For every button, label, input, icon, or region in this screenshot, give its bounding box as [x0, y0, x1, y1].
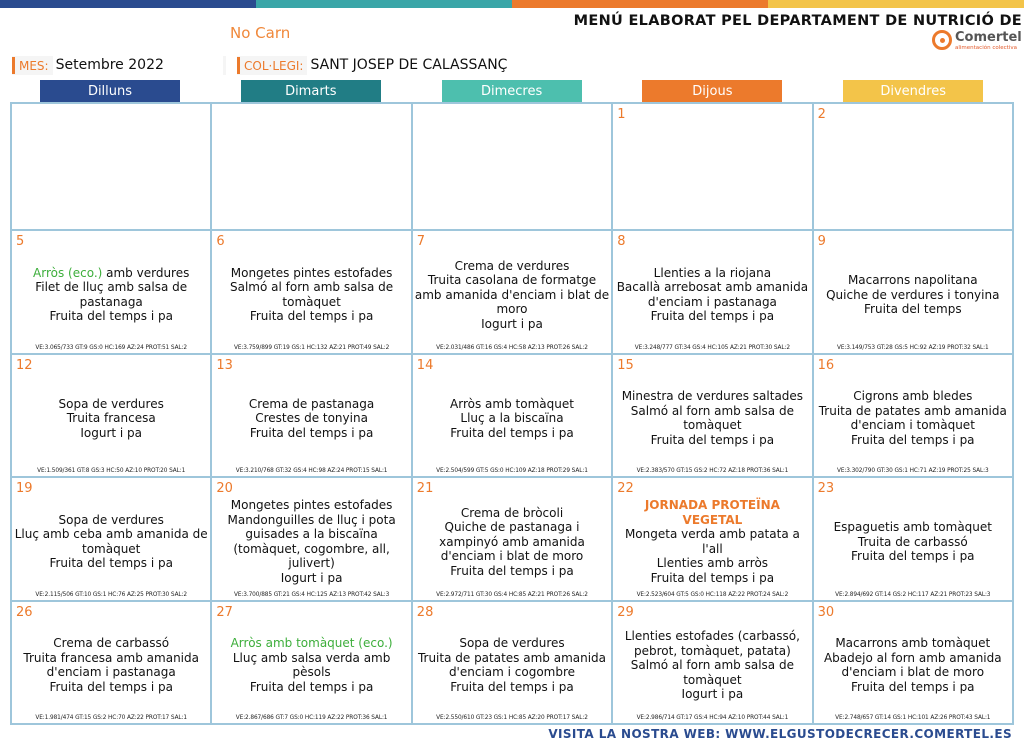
menu-dish: Crestes de tonyina — [255, 411, 368, 425]
menu-items — [615, 375, 809, 463]
menu-dish: Lluç amb ceba amb amanida de tomàquet — [14, 527, 208, 556]
menu-dish: Salmó al forn amb salsa de tomàquet — [630, 403, 794, 433]
color-strip-blue — [0, 0, 256, 8]
menu-dish: Fruita del temps i pa — [49, 556, 173, 571]
menu-type-label: No Carn — [230, 24, 291, 42]
menu-dish: Fruita del temps i pa — [450, 563, 574, 578]
day-number: 29 — [617, 604, 634, 620]
weekday-header-dimecres: Dimecres — [442, 80, 582, 103]
menu-dish: Llenties estofades (carbassó, pebrot, tomàquet, patata) — [624, 629, 800, 658]
menu-dish: Fruita del temps — [864, 302, 962, 316]
menu-dish: Truita de patates amb amanida d'enciam i cogombre — [417, 650, 607, 680]
day-number: 27 — [216, 604, 233, 620]
day-cell — [613, 355, 811, 477]
school-value: SANT JOSEP DE CALASSANÇ — [307, 56, 1013, 75]
day-number: 15 — [617, 357, 634, 373]
menu-dish: Salmó al forn amb salsa de tomàquet — [229, 280, 394, 309]
website-footer[interactable]: VISITA LA NOSTRA WEB: WWW.ELGUSTODECRECER.COMERTEL.ES — [548, 727, 1012, 741]
menu-dish: Crema de pastanaga — [248, 396, 375, 411]
day-cell — [814, 355, 1012, 477]
menu-dish: Lluç a la biscaïna — [460, 411, 564, 425]
comertel-logo — [932, 30, 1024, 52]
day-cell — [613, 104, 811, 229]
menu-items — [214, 498, 408, 586]
day-number: 28 — [416, 604, 434, 620]
day-number: 12 — [16, 357, 33, 373]
menu-items — [14, 498, 208, 586]
menu-dish: Filet de lluç amb salsa de pastanaga — [35, 280, 188, 309]
day-number: 30 — [817, 604, 835, 620]
menu-dish: Quiche de pastanaga i xampinyó amb amanida d'enciam i blat de moro — [439, 520, 585, 563]
menu-dish: Cigrons amb bledes — [853, 389, 973, 404]
nutrition-info: VE:3.302/790 GT:30 GS:1 HC:71 AZ:19 PROT:25 SAL:3 — [836, 468, 989, 474]
nutrition-info: VE:1.981/474 GT:15 GS:2 HC:70 AZ:22 PROT:17 SAL:1 — [35, 715, 188, 721]
day-cell — [12, 478, 210, 600]
day-cell — [814, 104, 1012, 229]
menu-dish: Crema de verdures — [454, 258, 570, 273]
logo-tagline: alimentación colectiva — [955, 45, 1017, 51]
nutrition-info: VE:2.115/506 GT:10 GS:1 HC:76 AZ:25 PROT:30 SAL:2 — [35, 591, 188, 598]
menu-dish: Espaguetis amb tomàquet — [833, 520, 992, 534]
menu-dish: Llenties amb arròs — [656, 556, 769, 571]
day-number: 19 — [16, 481, 33, 496]
color-strip-yellow — [768, 0, 1024, 8]
menu-dish: Fruita del temps i pa — [450, 425, 574, 440]
menu-dish: Crema de bròcoli — [460, 505, 564, 520]
menu-dish: Fruita del temps i pa — [851, 679, 975, 694]
menu-dish: Fruita del temps i pa — [249, 679, 374, 694]
day-cell — [413, 478, 611, 600]
day-cell — [413, 231, 611, 353]
menu-dish: Mongetes pintes estofades — [230, 498, 393, 513]
menu-items — [816, 498, 1010, 586]
menu-dish: Fruita del temps i pa — [650, 309, 775, 324]
menu-dish: Sopa de verdures — [58, 396, 164, 411]
nutrition-info: VE:2.972/711 GT:30 GS:4 HC:85 AZ:21 PROT:26 SAL:2 — [436, 591, 588, 598]
menu-dish: Arròs amb tomàquet — [450, 396, 574, 411]
menu-dish: Fruita del temps i pa — [49, 309, 173, 324]
day-cell — [12, 355, 210, 477]
menu-dish: Fruita del temps i pa — [49, 679, 173, 694]
menu-dish: Fruita del temps i pa — [650, 570, 775, 585]
day-cell — [212, 104, 410, 229]
day-number: 13 — [216, 357, 233, 373]
weekday-header-dimarts: Dimarts — [241, 80, 381, 103]
menu-items — [415, 124, 609, 215]
menu-dish: Mongeta verda amb patata a l'all — [624, 527, 800, 556]
color-strip-orange — [512, 0, 768, 8]
menu-dish: Macarrons napolitana — [847, 273, 978, 287]
menu-dish: Minestra de verdures saltades — [621, 389, 804, 404]
menu-items — [615, 498, 809, 586]
menu-dish: Fruita del temps i pa — [650, 432, 775, 447]
menu-dish: Truita francesa — [66, 411, 156, 425]
day-number: 26 — [16, 604, 33, 620]
day-cell — [613, 602, 811, 724]
day-number: 8 — [617, 234, 626, 249]
day-number: 2 — [817, 107, 826, 122]
menu-dish: Truita casolana de formatge amb amanida d'enciam i blat de moro — [414, 273, 610, 316]
special-day-title: JORNADA PROTEÏNA VEGETAL — [644, 498, 780, 527]
nutrition-info: VE:2.986/714 GT:17 GS:4 HC:94 AZ:10 PROT:44 SAL:1 — [636, 715, 789, 721]
menu-dish: Iogurt i pa — [80, 425, 143, 440]
menu-dish: Fruita del temps i pa — [249, 425, 374, 440]
logo-brand: Comertel — [955, 30, 1022, 45]
menu-dish: Truita francesa amb amanida d'enciam i pastanaga — [23, 650, 199, 680]
menu-dish: Iogurt i pa — [280, 570, 343, 585]
menu-items — [816, 622, 1010, 710]
menu-items — [816, 251, 1010, 339]
month-label: MES: — [19, 58, 49, 73]
day-cell — [413, 602, 611, 724]
month-value: Setembre 2022 — [53, 56, 223, 75]
day-cell — [12, 602, 210, 724]
menu-dish: Truita de carbassó — [857, 534, 968, 549]
eco-dish-part: Arròs amb tomàquet (eco.) — [230, 636, 393, 651]
menu-items — [214, 251, 408, 339]
day-number: 14 — [416, 357, 434, 373]
dish-rest: amb verdures — [102, 265, 190, 280]
day-number: 5 — [16, 234, 25, 249]
menu-items — [14, 375, 208, 463]
day-cell — [814, 602, 1012, 724]
month-marker — [12, 57, 15, 74]
day-cell — [212, 355, 410, 477]
menu-items — [214, 375, 408, 463]
menu-dish: Abadejo al forn amb amanida d'enciam i blat de moro — [823, 650, 1002, 680]
menu-dish: Bacallà arrebosat amb amanida d'enciam i pastanaga — [616, 280, 809, 309]
menu-items — [615, 124, 809, 215]
day-number: 6 — [216, 234, 225, 249]
menu-items — [415, 498, 609, 586]
menu-dish: Crema de carbassó — [53, 636, 170, 651]
nutrition-info: VE:2.867/686 GT:7 GS:0 HC:119 AZ:22 PROT:36 SAL:1 — [235, 715, 388, 721]
menu-items — [214, 124, 408, 215]
day-number: 23 — [817, 481, 835, 496]
weekday-header-dijous: Dijous — [642, 80, 782, 103]
menu-calendar-grid — [10, 102, 1014, 725]
menu-items — [816, 124, 1010, 215]
day-cell — [613, 478, 811, 600]
nutrition-info: VE:3.700/885 GT:21 GS:4 HC:125 AZ:13 PROT:42 SAL:3 — [233, 591, 390, 598]
menu-items — [816, 375, 1010, 463]
day-cell — [212, 231, 410, 353]
nutrition-info: VE:1.509/361 GT:8 GS:3 HC:50 AZ:10 PROT:20 SAL:1 — [37, 468, 186, 474]
day-cell — [814, 231, 1012, 353]
day-cell — [12, 104, 210, 229]
menu-dish: Fruita del temps i pa — [450, 679, 574, 694]
day-cell — [413, 104, 611, 229]
school-field — [237, 56, 1013, 75]
day-number: 1 — [617, 107, 626, 122]
day-cell — [814, 478, 1012, 600]
nutrition-info: VE:2.523/604 GT:5 GS:0 HC:118 AZ:22 PROT:24 SAL:2 — [636, 591, 789, 598]
menu-items — [14, 622, 208, 710]
menu-items — [14, 124, 208, 215]
day-cell — [212, 602, 410, 724]
menu-dish: Mongetes pintes estofades — [230, 265, 393, 280]
menu-dish: Truita de patates amb amanida d'enciam i tomàquet — [818, 403, 1007, 433]
nutrition-info: VE:2.550/610 GT:23 GS:1 HC:85 AZ:20 PROT:17 SAL:2 — [436, 715, 588, 721]
day-cell — [212, 478, 410, 600]
menu-dish: Sopa de verdures — [459, 636, 565, 651]
logo-circle-icon — [932, 30, 952, 50]
menu-dish: Iogurt i pa — [481, 316, 543, 331]
day-number: 9 — [817, 234, 826, 249]
menu-dish: Lluç amb salsa verda amb pèsols — [232, 650, 391, 680]
menu-items — [214, 622, 408, 710]
nutrition-info: VE:3.248/777 GT:34 GS:4 HC:105 AZ:21 PROT:30 SAL:2 — [634, 344, 790, 351]
menu-items — [615, 251, 809, 339]
day-cell — [12, 231, 210, 353]
day-number: 16 — [817, 357, 835, 373]
weekday-header-dilluns: Dilluns — [40, 80, 180, 103]
nutrition-info: VE:2.383/570 GT:15 GS:2 HC:72 AZ:18 PROT:36 SAL:1 — [636, 468, 789, 474]
nutrition-info: VE:2.504/599 GT:5 GS:0 HC:109 AZ:18 PROT:29 SAL:1 — [436, 468, 588, 474]
nutrition-info: VE:2.031/486 GT:16 GS:4 HC:58 AZ:13 PROT:26 SAL:2 — [436, 344, 588, 351]
menu-dish: Fruita del temps i pa — [249, 309, 374, 324]
menu-items — [415, 622, 609, 710]
menu-dish: Fruita del temps i pa — [851, 432, 975, 447]
menu-items — [14, 251, 208, 339]
nutrition-info: VE:2.894/692 GT:14 GS:2 HC:117 AZ:21 PROT:23 SAL:3 — [835, 591, 991, 598]
eco-dish-part: Arròs (eco.) — [33, 265, 103, 280]
day-number: 7 — [416, 234, 426, 249]
menu-items — [415, 375, 609, 463]
menu-items — [415, 251, 609, 339]
nutrition-info: VE:3.759/899 GT:19 GS:1 HC:132 AZ:21 PROT:49 SAL:2 — [233, 344, 390, 351]
menu-dish: Salmó al forn amb salsa de tomàquet — [630, 658, 794, 687]
menu-dish: Quiche de verdures i tonyina — [826, 287, 1000, 302]
day-cell — [613, 231, 811, 353]
month-field — [12, 56, 226, 75]
day-number: 22 — [617, 481, 634, 496]
nutrition-info: VE:3.210/768 GT:32 GS:4 HC:98 AZ:24 PROT:15 SAL:1 — [235, 468, 388, 474]
day-cell — [413, 355, 611, 477]
menu-dish: Macarrons amb tomàquet — [835, 636, 991, 651]
school-label: COL·LEGI: — [244, 58, 304, 73]
page-title: MENÚ ELABORAT PEL DEPARTAMENT DE NUTRICIÓ DE — [573, 13, 1022, 29]
nutrition-info: VE:3.065/733 GT:9 GS:0 HC:169 AZ:24 PROT:51 SAL:2 — [35, 344, 188, 351]
nutrition-info: VE:3.149/753 GT:28 GS:5 HC:92 AZ:19 PROT:32 SAL:1 — [836, 344, 989, 351]
menu-dish: Mandonguilles de lluç i pota guisades a la biscaïna (tomàquet, cogombre, all, julivert) — [227, 512, 396, 571]
color-strip-teal — [256, 0, 512, 8]
menu-dish — [33, 266, 189, 281]
menu-dish: Fruita del temps i pa — [851, 549, 975, 563]
menu-dish: Sopa de verdures — [58, 512, 164, 527]
school-marker — [237, 57, 240, 74]
menu-items — [615, 622, 809, 710]
nutrition-info: VE:2.748/657 GT:14 GS:1 HC:101 AZ:26 PROT:43 SAL:1 — [835, 715, 991, 721]
menu-dish: Llenties a la riojana — [653, 265, 772, 280]
top-color-bar — [0, 0, 1024, 8]
day-number: 20 — [216, 481, 233, 496]
menu-dish — [231, 636, 393, 651]
menu-dish: Iogurt i pa — [681, 687, 744, 701]
weekday-header-divendres: Divendres — [843, 80, 983, 103]
day-number: 21 — [416, 481, 434, 496]
